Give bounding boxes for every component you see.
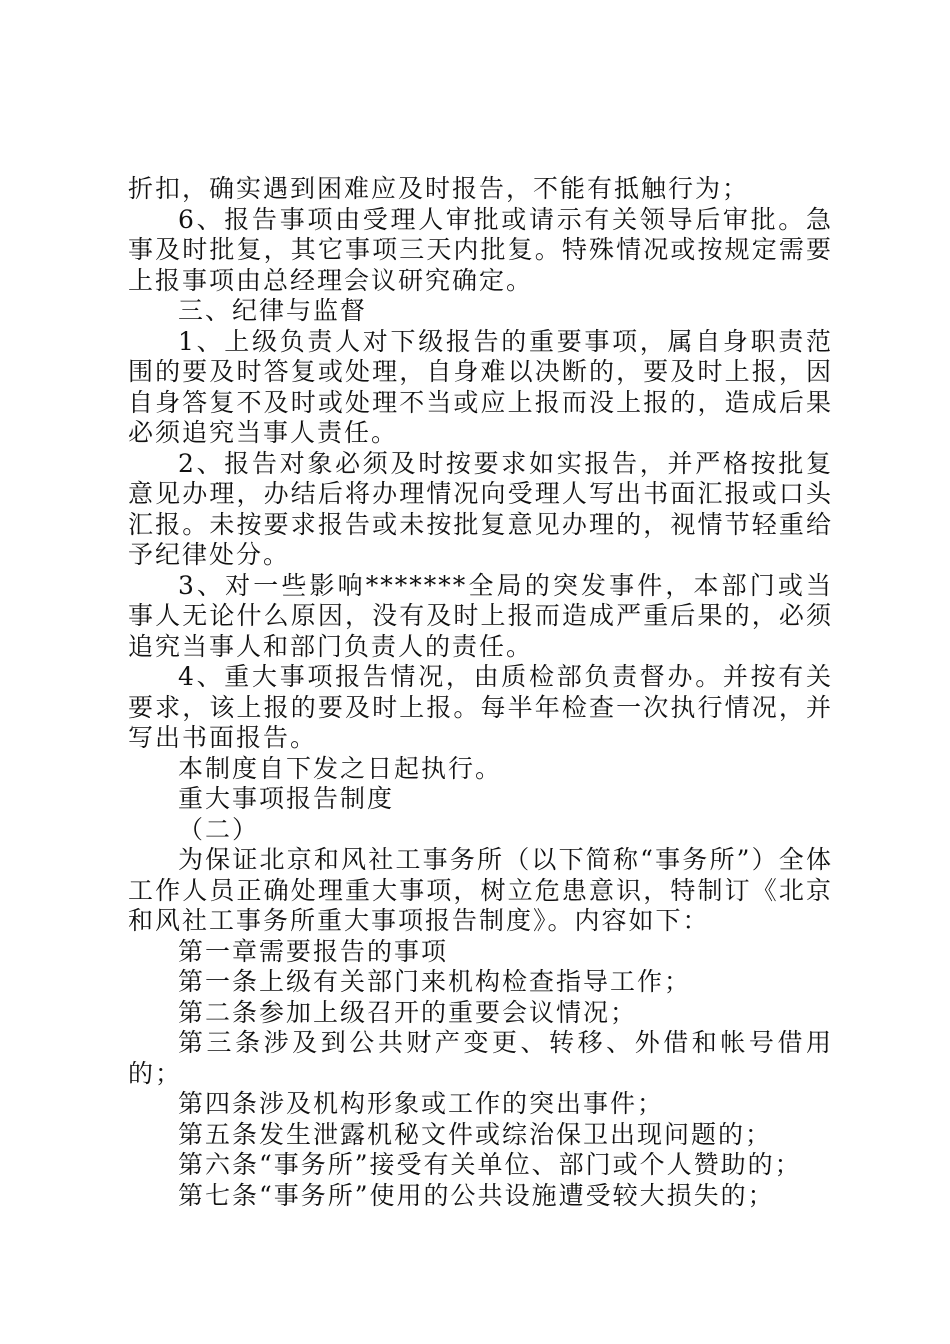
paragraph-item-2: 2、报告对象必须及时按要求如实报告，并严格按批复意见办理，办结后将办理情况向受理人写出书面汇报或口头汇报。未按要求报告或未按批复意见办理的，视情节轻重给予纪律处分。	[128, 448, 833, 569]
document-body	[128, 174, 833, 1211]
document-subtitle: （二）	[178, 814, 260, 844]
chapter-heading: 第一章需要报告的事项	[178, 936, 449, 966]
article-3: 第三条涉及到公共财产变更、转移、外借和帐号借用的；	[128, 1028, 833, 1088]
article-6: 第六条“事务所”接受有关单位、部门或个人赞助的；	[178, 1150, 802, 1179]
article-2: 第二条参加上级召开的重要会议情况；	[178, 997, 638, 1027]
section-heading-discipline: 三、纪律与监督	[178, 296, 368, 325]
article-5: 第五条发生泄露机秘文件或综治保卫出现问题的；	[178, 1119, 773, 1149]
article-1: 第一条上级有关部门来机构检查指导工作；	[178, 967, 692, 996]
paragraph-item-6: 6、报告事项由受理人审批或请示有关领导后审批。急事及时批复，其它事项三天内批复。特殊情况或按规定需要上报事项由总经理会议研究确定。	[128, 204, 833, 295]
paragraph-continuation: 折扣，确实遇到困难应及时报告，不能有抵触行为；	[128, 174, 750, 203]
paragraph-item-3: 3、对一些影响*******全局的突发事件，本部门或当事人无论什么原因，没有及时上报而造成严重后果的，必须追究当事人和部门负责人的责任。	[128, 570, 833, 661]
paragraph-item-1: 1、上级负责人对下级报告的重要事项，属自身职责范围的要及时答复或处理，自身难以决断的，要及时上报，因自身答复不及时或处理不当或应上报而没上报的，造成后果必须追究当事人责任。	[128, 326, 833, 447]
paragraph-item-4: 4、重大事项报告情况，由质检部负责督办。并按有关要求，该上报的要及时上报。每半年检查一次执行情况，并写出书面报告。	[128, 662, 833, 752]
article-4: 第四条涉及机构形象或工作的突出事件；	[178, 1089, 665, 1118]
article-7: 第七条“事务所”使用的公共设施遭受较大损失的；	[178, 1180, 775, 1210]
paragraph-effective-date: 本制度自下发之日起执行。	[178, 753, 503, 783]
paragraph-intro: 为保证北京和风社工事务所（以下简称“事务所”）全体工作人员正确处理重大事项，树立危患意识，特制订《北京和风社工事务所重大事项报告制度》。内容如下：	[128, 845, 833, 935]
document-title: 重大事项报告制度	[178, 784, 395, 813]
